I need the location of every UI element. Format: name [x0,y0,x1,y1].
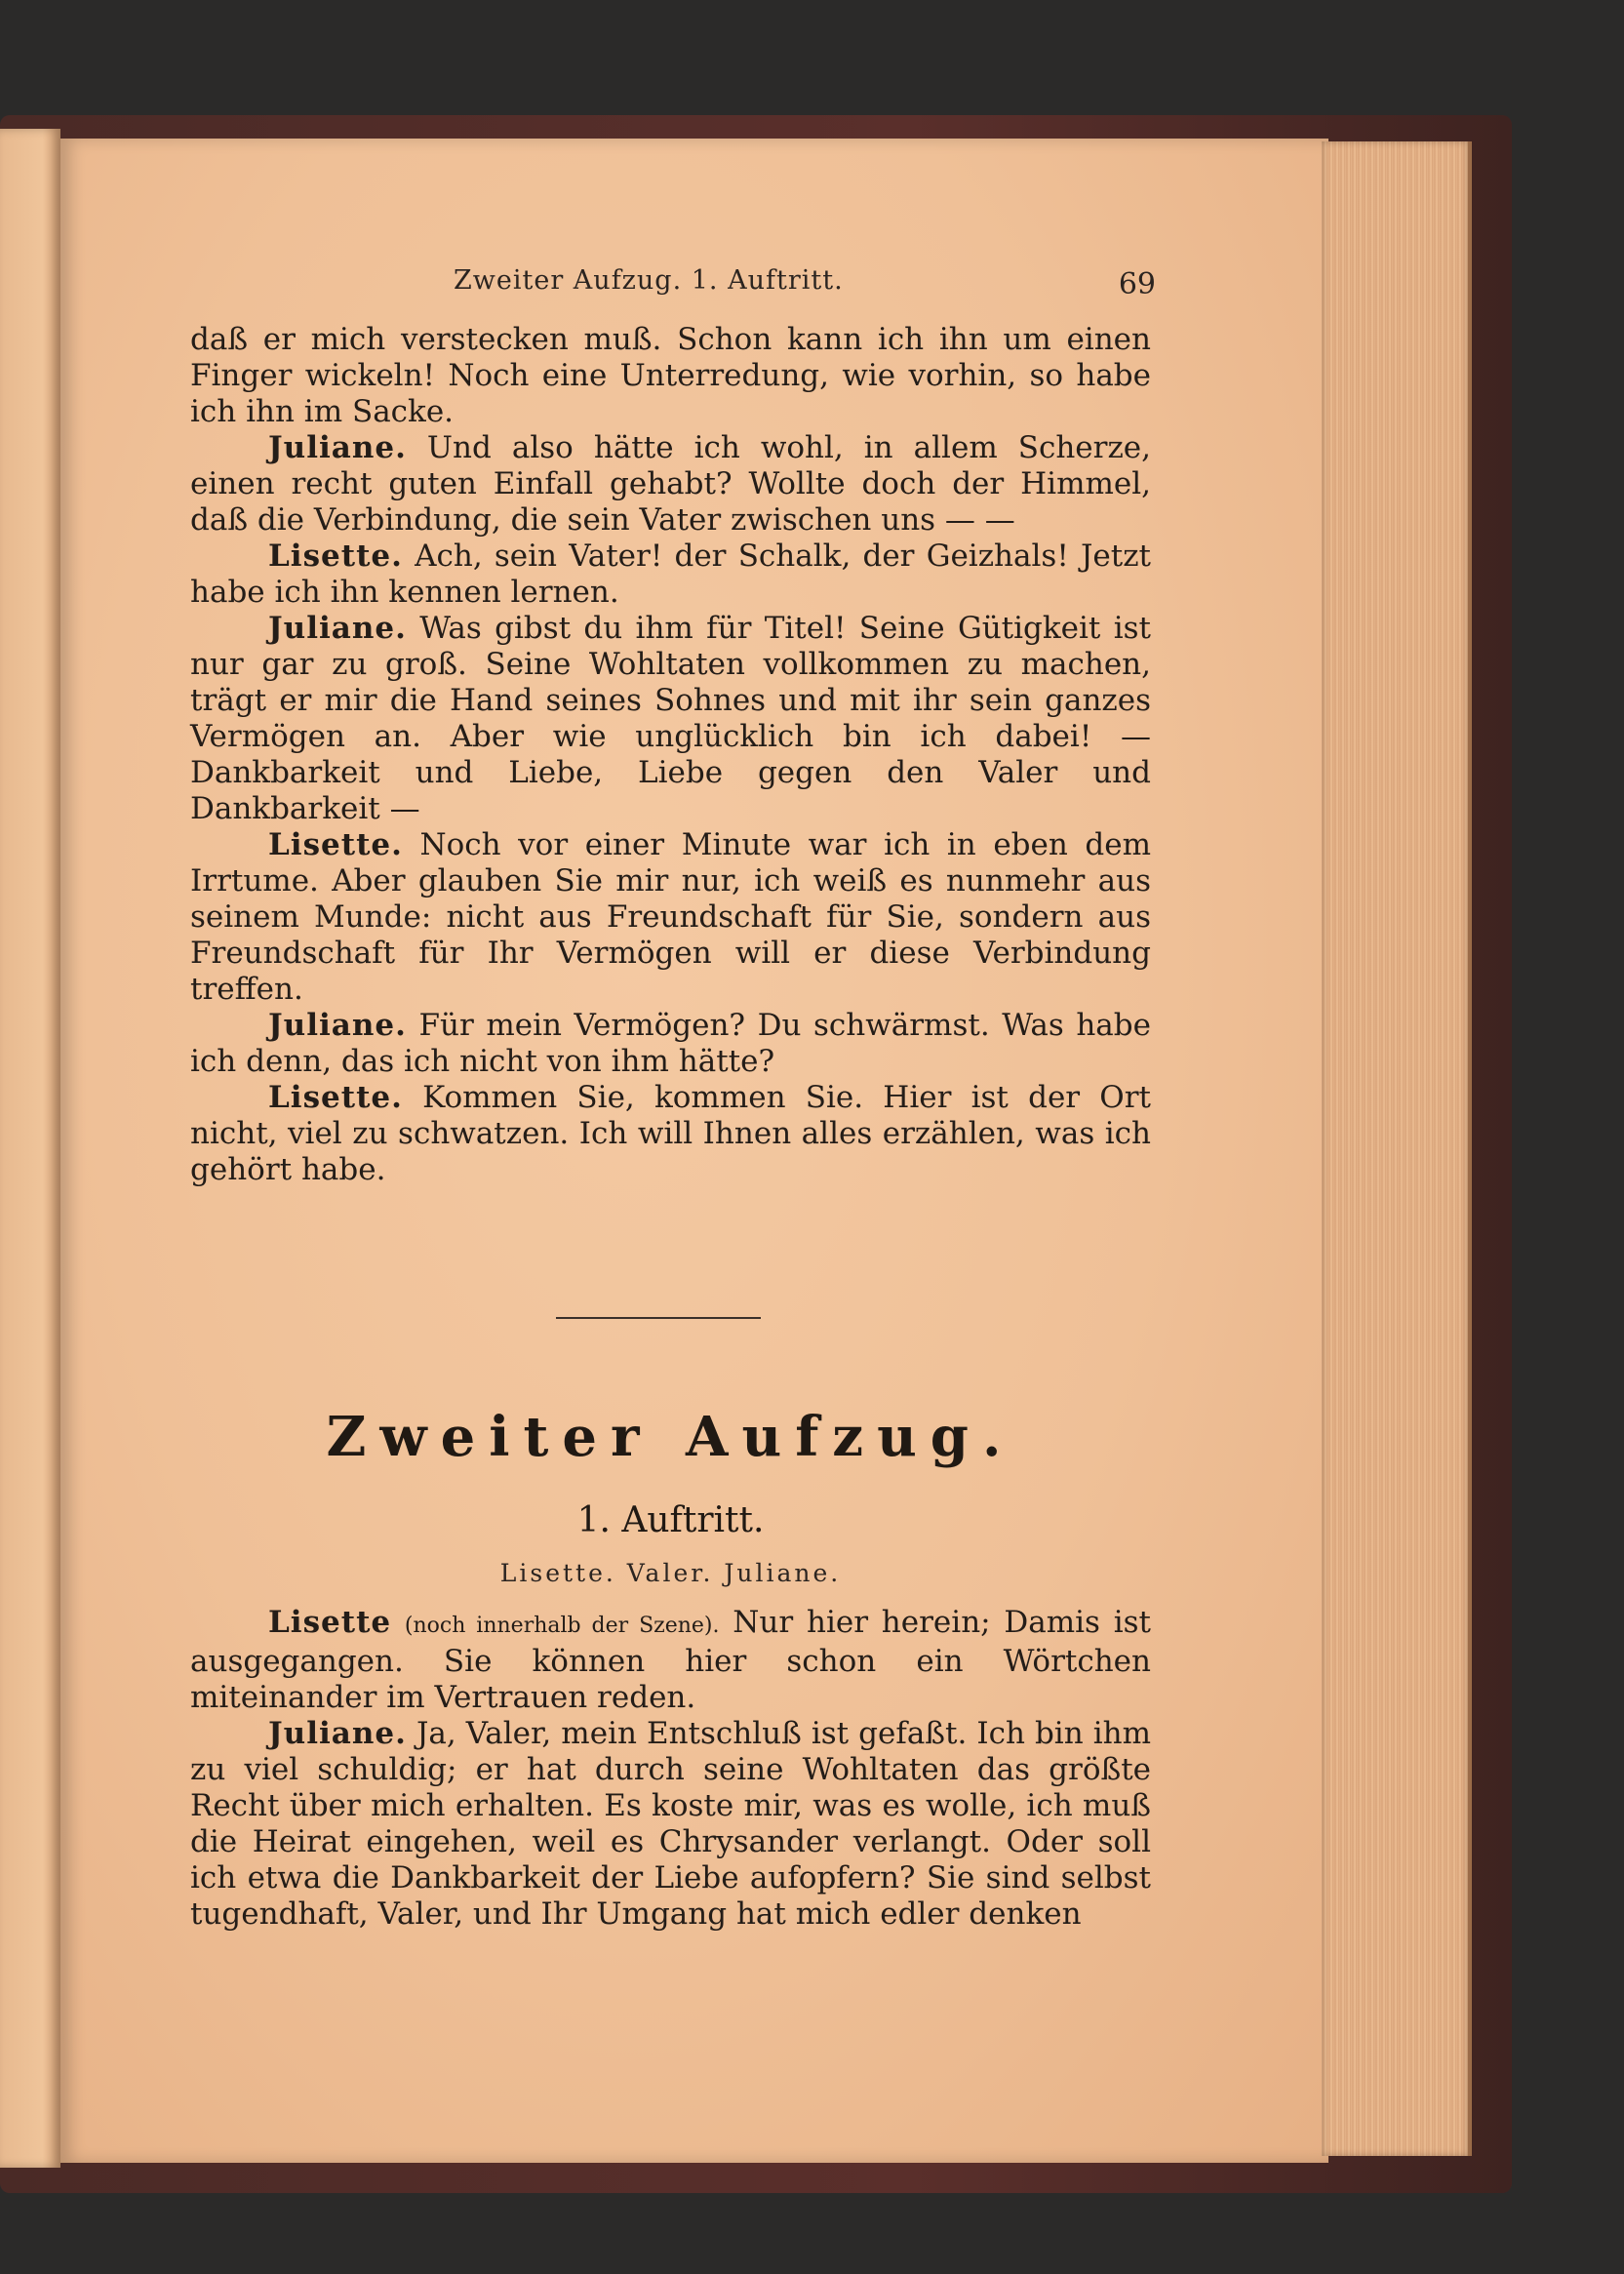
running-title: Zweiter Aufzug. 1. Auftritt. [454,265,844,296]
dialogue-after [190,1605,1151,1933]
speaker-name: Lisette. [268,539,403,574]
section-divider [556,1317,761,1319]
left-page-edge [0,129,60,2168]
speaker-name: Juliane. [268,1008,407,1043]
scene-title: 1. Auftritt. [576,1500,765,1540]
speaker-name: Juliane. [268,1716,407,1751]
paragraph-text: Noch vor einer Minute war ich in eben dem Irrtume. Aber glauben Sie mir nur, ich weiß es nunmehr aus seinem Munde: nicht aus Freundschaft für Sie, sondern aus Freundschaft für Ihr Vermögen will er diese Verbindung treffen. [190,827,1151,1007]
cast-list: Lisette. Valer. Juliane. [499,1559,842,1587]
speaker-name: Lisette [268,1605,392,1640]
paragraph-text: Was gibst du ihm für Titel! Seine Gütigkeit ist nur gar zu groß. Seine Wohltaten vollkommen zu machen, trägt er mir die Hand seines Sohnes und mit ihr sein ganzes Vermögen an. Aber wie unglücklich bin ich dabei! — Dankbarkeit und Liebe, Liebe gegen den Valer und Dankbarkeit — [190,611,1151,826]
paragraph [190,1716,1151,1933]
speaker-name: Juliane. [268,430,407,465]
paragraph [190,1080,1151,1188]
page-number: 69 [1118,267,1156,301]
running-header [454,265,1156,304]
paragraph-text: Für mein Vermögen? Du schwärmst. Was habe ich denn, das ich nicht von ihm hätte? [190,1008,1151,1079]
paragraph-text: Ja, Valer, mein Entschluß ist gefaßt. Ich bin ihm zu viel schuldig; er hat durch seine Wohltaten das größte Recht über mich erhalten. Es koste mir, was es wolle, ich muß die Heirat eingehen, weil es Chrysander verlangt. Oder soll ich etwa die Dankbarkeit der Liebe aufopfern? Sie sind selbst tugendhaft, Valer, und Ihr Umgang hat mich edler denken [190,1716,1151,1932]
paragraph [190,322,1151,430]
speaker-name: Juliane. [268,611,407,646]
paragraph-text: Nur hier herein; Damis ist ausgegangen. Sie können hier schon ein Wörtchen miteinander im Vertrauen reden. [190,1605,1151,1715]
page-block-edges [1322,141,1472,2156]
speaker-name: Lisette. [268,1080,403,1115]
paragraph [190,430,1151,539]
paragraph [190,611,1151,827]
paragraph-text: Ach, sein Vater! der Schalk, der Geizhals! Jetzt habe ich ihn kennen lernen. [190,539,1151,610]
stage-direction: (noch innerhalb der Szene). [404,1614,720,1638]
act-title: Zweiter Aufzug. [326,1405,1015,1469]
speaker-name: Lisette. [268,827,403,862]
paragraph-text: daß er mich verstecken muß. Schon kann ich ihn um einen Finger wickeln! Noch eine Unterredung, wie vorhin, so habe ich ihn im Sacke. [190,322,1151,429]
paragraph [190,827,1151,1008]
dialogue-before [190,322,1151,1188]
paragraph [190,539,1151,611]
paragraph [190,1008,1151,1080]
paragraph-text: Und also hätte ich wohl, in allem Scherze, einen recht guten Einfall gehabt? Wollte doch der Himmel, daß die Verbindung, die sein Vater zwischen uns — — [190,430,1151,538]
paragraph-text: Kommen Sie, kommen Sie. Hier ist der Ort nicht, viel zu schwatzen. Ich will Ihnen alles erzählen, was ich gehört habe. [190,1080,1152,1187]
paragraph [190,1605,1151,1716]
